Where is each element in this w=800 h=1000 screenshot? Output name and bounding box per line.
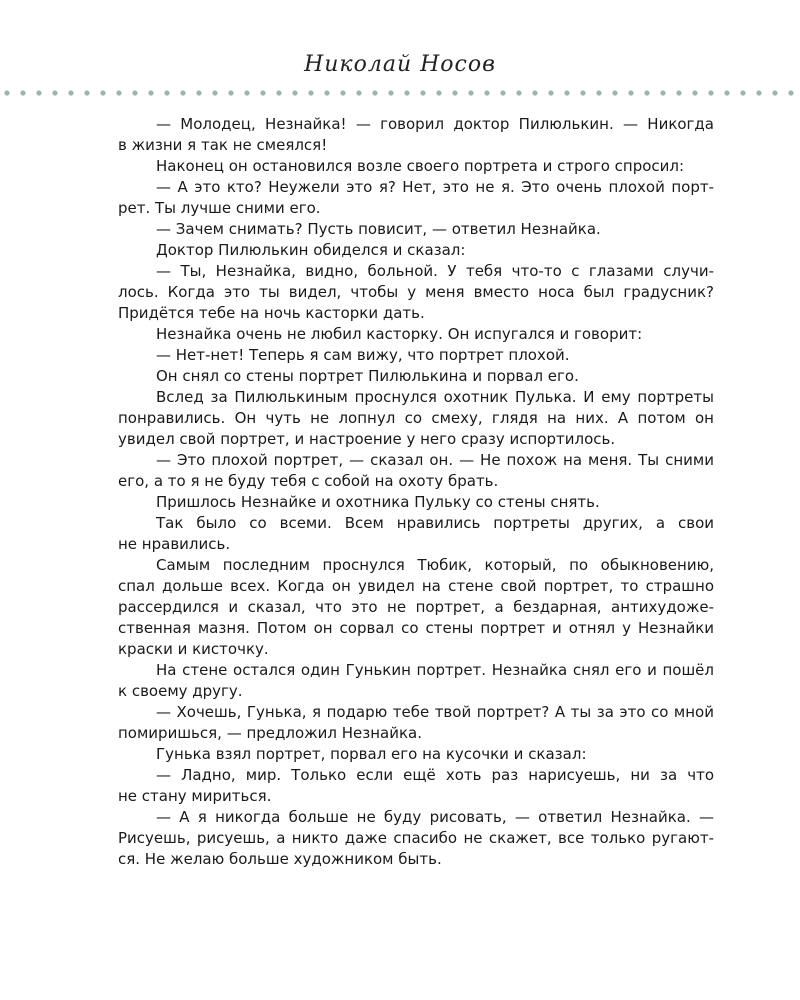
divider-dot bbox=[676, 90, 681, 95]
divider-dot bbox=[356, 90, 361, 95]
divider-dot bbox=[372, 90, 377, 95]
divider-dot bbox=[228, 90, 233, 95]
divider-dot bbox=[580, 90, 585, 95]
divider-dot bbox=[84, 90, 89, 95]
text-line: Гунька взял портрет, порвал его на кусочки и сказал: bbox=[156, 745, 587, 763]
text-line: — Молодец, Незнайка! — говорил доктор Пилюлькин. — Никогда bbox=[156, 115, 714, 133]
divider-dot bbox=[196, 90, 201, 95]
divider-dot bbox=[452, 90, 457, 95]
divider-dot bbox=[260, 90, 265, 95]
divider-dot bbox=[484, 90, 489, 95]
author-name: Николай Носов bbox=[304, 52, 496, 77]
text-line: ся. Не желаю больше художником быть. bbox=[118, 850, 442, 868]
divider-dot bbox=[708, 90, 713, 95]
text-line: помиришься, — предложил Незнайка. bbox=[118, 724, 423, 742]
text-line: не нравились. bbox=[118, 535, 231, 553]
text-line: — Хочешь, Гунька, я подарю тебе твой портрет? А ты за это со мной bbox=[156, 703, 714, 721]
text-line: — Нет-нет! Теперь я сам вижу, что портрет плохой. bbox=[156, 346, 570, 364]
text-line: — А я никогда больше не буду рисовать, — ответил Незнайка. — bbox=[156, 808, 714, 826]
divider-dot bbox=[100, 90, 105, 95]
text-line: в жизни я так не смеялся! bbox=[118, 136, 328, 154]
page-text bbox=[118, 114, 714, 870]
divider-dot bbox=[388, 90, 393, 95]
divider-dot bbox=[340, 90, 345, 95]
dotted-divider bbox=[4, 89, 800, 97]
divider-dot bbox=[164, 90, 169, 95]
divider-dot bbox=[244, 90, 249, 95]
divider-dot bbox=[36, 90, 41, 95]
divider-dot bbox=[308, 90, 313, 95]
divider-dot bbox=[180, 90, 185, 95]
divider-dot bbox=[628, 90, 633, 95]
divider-dot bbox=[532, 90, 537, 95]
text-line: увидел свой портрет, и настроение у него сразу испортилось. bbox=[118, 430, 616, 448]
divider-dot bbox=[4, 90, 9, 95]
text-line: к своему другу. bbox=[118, 682, 243, 700]
divider-dot bbox=[68, 90, 73, 95]
text-line: его, а то я не буду тебя с собой на охоту брать. bbox=[118, 472, 499, 490]
text-line: спал дольше всех. Когда он увидел на стене свой портрет, то страшно bbox=[118, 577, 714, 595]
divider-dot bbox=[116, 90, 121, 95]
divider-dot bbox=[212, 90, 217, 95]
text-line: Доктор Пилюлькин обиделся и сказал: bbox=[156, 241, 466, 259]
text-line: краски и кисточку. bbox=[118, 640, 269, 658]
text-line: — Ладно, мир. Только если ещё хоть раз нарисуешь, ни за что bbox=[156, 766, 714, 784]
divider-dot bbox=[132, 90, 137, 95]
text-line: Вслед за Пилюлькиным проснулся охотник Пулька. И ему портреты bbox=[156, 388, 714, 406]
text-line: Рисуешь, рисуешь, а никто даже спасибо не скажет, все только ругают- bbox=[118, 829, 714, 847]
divider-dot bbox=[324, 90, 329, 95]
divider-dot bbox=[548, 90, 553, 95]
divider-dot bbox=[420, 90, 425, 95]
divider-dot bbox=[292, 90, 297, 95]
divider-dot bbox=[500, 90, 505, 95]
divider-dot bbox=[756, 90, 761, 95]
divider-dot bbox=[660, 90, 665, 95]
text-line: рет. Ты лучше сними его. bbox=[118, 199, 321, 217]
divider-dot bbox=[20, 90, 25, 95]
divider-dot bbox=[724, 90, 729, 95]
text-line: рассердился и сказал, что это не портрет, а бездарная, антихудоже- bbox=[118, 598, 714, 616]
text-line: Так было со всеми. Всем нравились портреты других, а свои bbox=[156, 514, 714, 532]
divider-dot bbox=[148, 90, 153, 95]
text-line: Он снял со стены портрет Пилюлькина и порвал его. bbox=[156, 367, 579, 385]
text-line: понравились. Он чуть не лопнул со смеху, глядя на них. А потом он bbox=[118, 409, 714, 427]
divider-dot bbox=[772, 90, 777, 95]
divider-dot bbox=[612, 90, 617, 95]
divider-dot bbox=[564, 90, 569, 95]
divider-dot bbox=[404, 90, 409, 95]
divider-dot bbox=[468, 90, 473, 95]
text-line: — А это кто? Неужели это я? Нет, это не я. Это очень плохой порт- bbox=[156, 178, 714, 196]
page-header bbox=[0, 52, 800, 77]
divider-dot bbox=[596, 90, 601, 95]
divider-dot bbox=[740, 90, 745, 95]
text-line: ственная мазня. Потом он сорвал со стены портрет и отнял у Незнайки bbox=[118, 619, 714, 637]
text-line: Придётся тебе на ночь касторки дать. bbox=[118, 304, 425, 322]
divider-dot bbox=[516, 90, 521, 95]
divider-dot bbox=[276, 90, 281, 95]
divider-dot bbox=[644, 90, 649, 95]
text-line: Самым последним проснулся Тюбик, который, по обыкновению, bbox=[156, 556, 714, 574]
text-line: Пришлось Незнайке и охотника Пульку со стены снять. bbox=[156, 493, 600, 511]
text-line: не стану мириться. bbox=[118, 787, 272, 805]
divider-dot bbox=[788, 90, 793, 95]
text-line: На стене остался один Гунькин портрет. Незнайка снял его и пошёл bbox=[156, 661, 714, 679]
divider-dot bbox=[52, 90, 57, 95]
divider-dot bbox=[692, 90, 697, 95]
text-line: лось. Когда это ты видел, чтобы у меня вместо носа был градусник? bbox=[118, 283, 714, 301]
text-line: — Ты, Незнайка, видно, больной. У тебя что-то с глазами случи- bbox=[156, 262, 714, 280]
text-line: Незнайка очень не любил касторку. Он испугался и говорит: bbox=[156, 325, 643, 343]
text-line: — Это плохой портрет, — сказал он. — Не похож на меня. Ты сними bbox=[156, 451, 714, 469]
divider-dot bbox=[436, 90, 441, 95]
text-line: — Зачем снимать? Пусть повисит, — ответил Незнайка. bbox=[156, 220, 601, 238]
text-line: Наконец он остановился возле своего портрета и строго спросил: bbox=[156, 157, 685, 175]
